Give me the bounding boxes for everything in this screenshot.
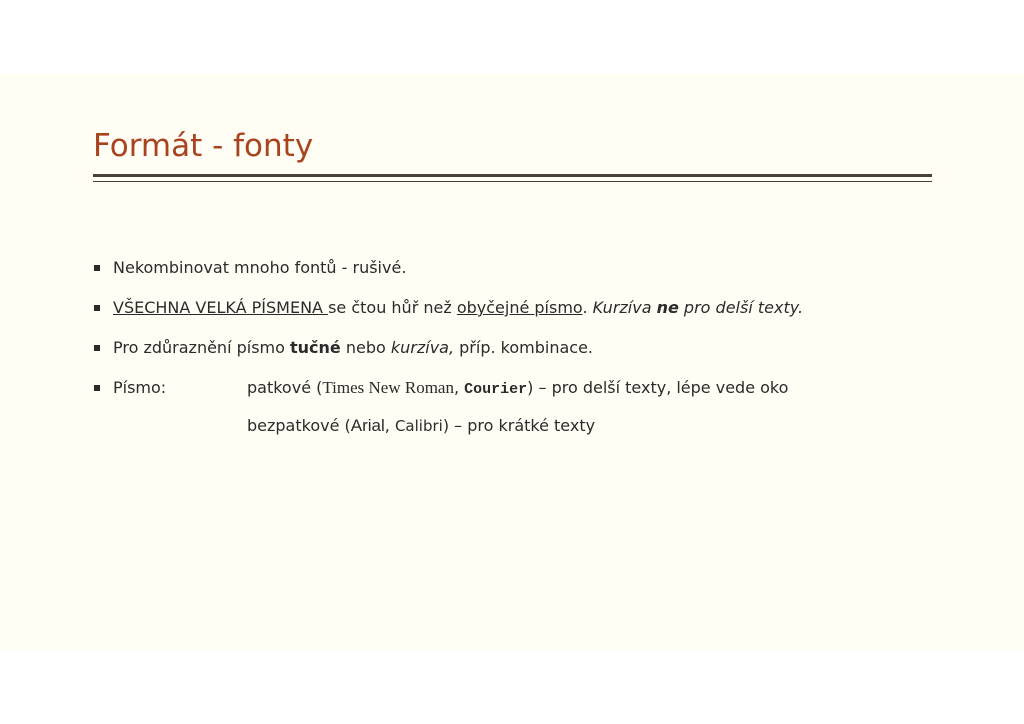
slide-title: Formát - fonty <box>93 128 314 164</box>
bold-example: tučné <box>290 338 341 357</box>
square-bullet-icon <box>94 345 100 351</box>
italic-example: kurzíva, <box>390 338 455 357</box>
sans-serif-description: ) – pro krátké texty <box>442 416 596 435</box>
bullet-text: Nekombinovat mnoho fontů - rušivé. <box>113 258 407 277</box>
times-new-roman-sample: Times New Roman <box>322 378 454 397</box>
italic-text: pro delší texty. <box>678 298 804 317</box>
capitals-example: VŠECHNA VELKÁ PÍSMENA <box>113 298 329 317</box>
italic-text: Kurzíva <box>592 298 657 317</box>
separator: , <box>453 378 465 397</box>
bullet-item-capitals <box>93 292 953 332</box>
separator: , <box>384 416 395 435</box>
calibri-sample: Calibri <box>394 417 443 435</box>
arial-sample: Arial <box>350 416 385 435</box>
bullet-text: . <box>582 298 593 317</box>
courier-sample: Courier <box>464 381 528 398</box>
sans-serif-description: bezpatkové ( <box>247 416 351 435</box>
serif-description: patkové ( <box>247 378 323 397</box>
bullet-text: se čtou hůř než <box>328 298 457 317</box>
bullet-text: Pro zdůraznění písmo <box>113 338 290 357</box>
bullet-text: příp. kombinace. <box>454 338 593 357</box>
title-rule-thin <box>93 181 932 182</box>
bullet-item-font-mixing <box>93 252 953 292</box>
font-type-label: Písmo: <box>113 378 167 397</box>
serif-description: ) – pro delší texty, lépe vede oko <box>527 378 789 397</box>
bold-italic-text: ne <box>656 298 679 317</box>
square-bullet-icon <box>94 265 100 271</box>
bullet-item-emphasis <box>93 332 953 372</box>
square-bullet-icon <box>94 385 100 391</box>
bullet-text: nebo <box>340 338 391 357</box>
bullet-item-font-types <box>93 372 953 412</box>
sans-serif-line <box>247 410 595 442</box>
bullet-list <box>93 252 953 412</box>
title-rule-thick <box>93 174 932 177</box>
square-bullet-icon <box>94 305 100 311</box>
normal-font-example: obyčejné písmo <box>456 298 583 317</box>
